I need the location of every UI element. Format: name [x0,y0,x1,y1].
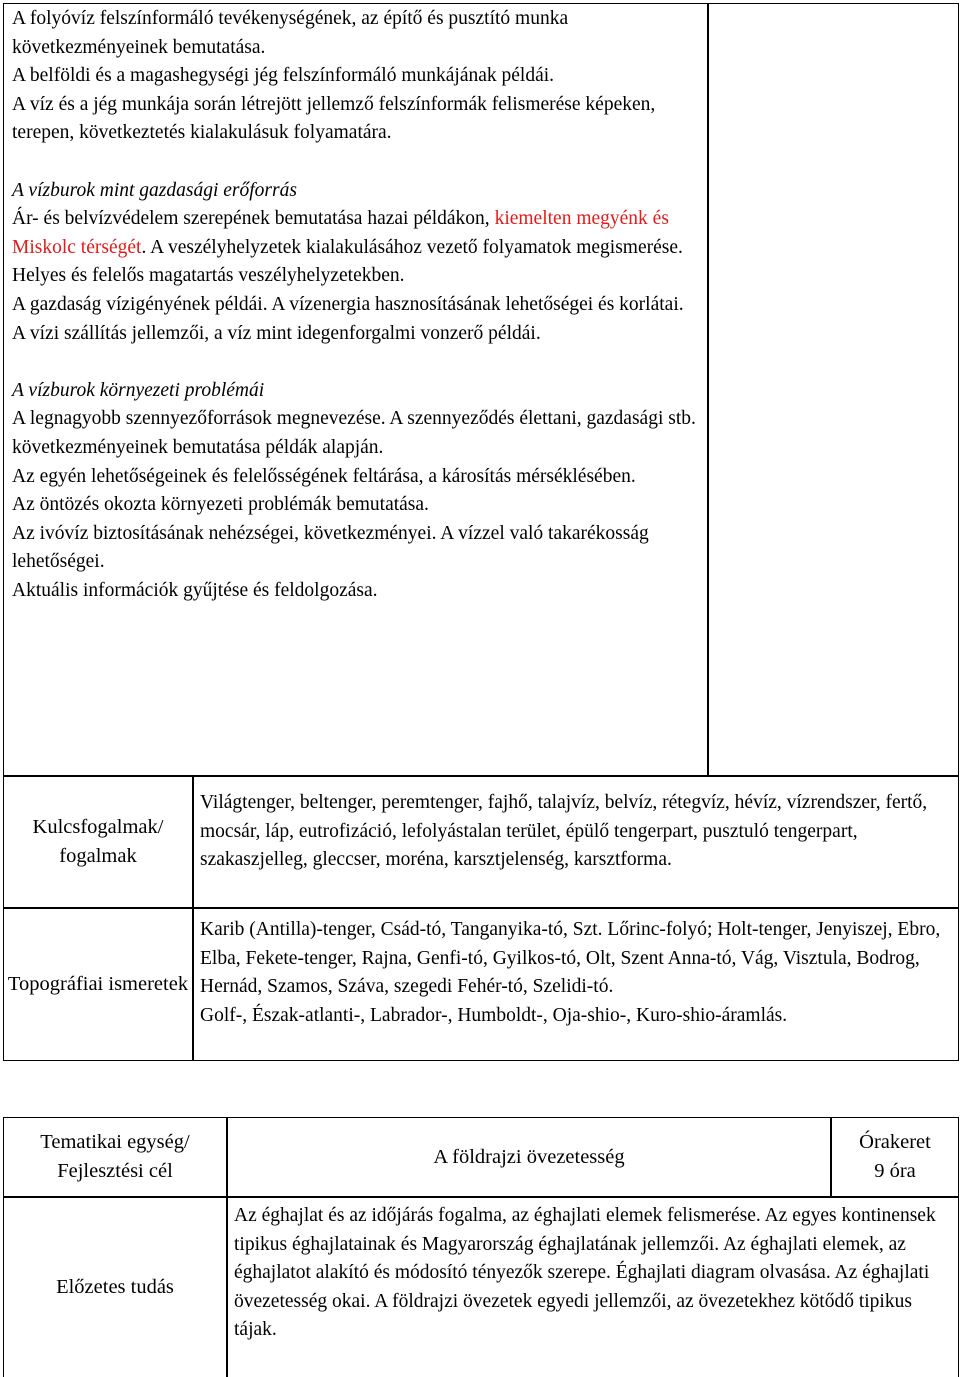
environment-text: Az öntözés okozta környezeti problémák bemutatása. [12,494,429,516]
prior-knowledge-text: Az éghajlat és az időjárás fogalma, az éghajlati elemek felismerése. Az egyes kontinensek tipikus éghajlatainak és Magyarország éghajlatának jellemzői. Az éghajlati elemek, az éghajlatot alakító és módosító tényezők szerepe. Éghajlati diagram olvasása. Az éghajlati övezetesség okai. A földrajzi övezetek egyedi jellemzői, az övezetekhez kötődő tipikus tájak. [234,1205,936,1341]
section-heading: A vízburok környezeti problémái [12,379,265,401]
intro-text: A belföldi és a magashegységi jég felszínformáló munkájának példái. [12,65,555,87]
environment-text: Aktuális információk gyűjtése és feldolgozása. [12,579,378,601]
topography-text: Karib (Antilla)-tenger, Csád-tó, Tanganyika-tó, Szt. Lőrinc-folyó; Holt-tenger, Jenyiszej, Ebro, Elba, Fekete-tenger, Rajna, Genfi-tó, Gyilkos-tó, Olt, Szent Anna-tó, Vág, Visztula, Bodrog, Hernád, Szamos, Száva, szegedi Fehér-tó, Szelidi-tó. Golf-, Észak-atlanti-, Labrador-, Humboldt-, Oja-shio-, Kuro-shio-áramlás. [200,916,952,1030]
concepts-label: Kulcsfogalmak/ fogalmak [32,815,164,867]
resource-paragraph: Ár- és belvízvédelem szerepének bemutatása hazai példákon, kiemelten megyénk és Miskolc térségét. A veszélyhelyzetek kialakulásához vezető folyamatok megismerése. Helyes és felelős magatartás veszélyhelyzetekben. [12,208,683,287]
environment-text: A legnagyobb szennyezőforrások megnevezése. A szennyeződés élettani, gazdasági stb. következményeinek bemutatása példák alapján. [12,408,696,458]
concepts-text: Világtenger, beltenger, peremtenger, fajhő, talajvíz, belvíz, rétegvíz, hévíz, vízrendszer, fertő, mocsár, láp, eutrofizáció, lefolyástalan terület, épülő tengerpart, pusztuló tengerpart, szakaszjelleg, gleccser, moréna, karsztjelenség, karsztforma. [200,792,928,871]
table-divider [192,775,194,1061]
unit-label: Tematikai egység/ Fejlesztési cél [40,1131,190,1182]
content-cell [12,5,702,605]
intro-text: A víz és a jég munkája során létrejött jellemző felszínformák felismerése képeken, terepen, következtetés kialakulásuk folyamatára. [12,93,656,144]
unit-title: A földrajzi övezetesség [433,1145,625,1168]
environment-text: Az ivóvíz biztosításának nehézségei, következményei. A vízzel való takarékosság lehetőségei. [12,522,649,573]
hours-value: 9 óra [874,1160,916,1182]
table-divider [707,3,709,776]
hours-label: Órakeret [859,1131,931,1154]
environment-text: Az egyén lehetőségeinek és felelősségének feltárása, a károsítás mérséklésében. [12,465,636,487]
resource-text: A vízi szállítás jellemzői, a víz mint idegenforgalmi vonzerő példái. [12,322,541,344]
resource-text: A gazdaság vízigényének példái. A vízenergia hasznosításának lehetőségei és korlátai. [12,293,684,315]
highlight-text: kiemelten megyénk és Miskolc térségét [12,208,669,258]
currents-text: Golf-, Észak-atlanti-, Labrador-, Humboldt-, Oja-shio-, Kuro-shio-áramlás. [200,1004,788,1026]
prior-knowledge-label: Előzetes tudás [56,1275,174,1298]
section-heading: A vízburok mint gazdasági erőforrás [12,179,297,201]
intro-text: A folyóvíz felszínformáló tevékenységének, az építő és pusztító munka következményeinek bemutatása. [12,8,569,58]
hours-cell [832,1118,958,1196]
topography-label: Topográfiai ismeretek [7,972,189,995]
